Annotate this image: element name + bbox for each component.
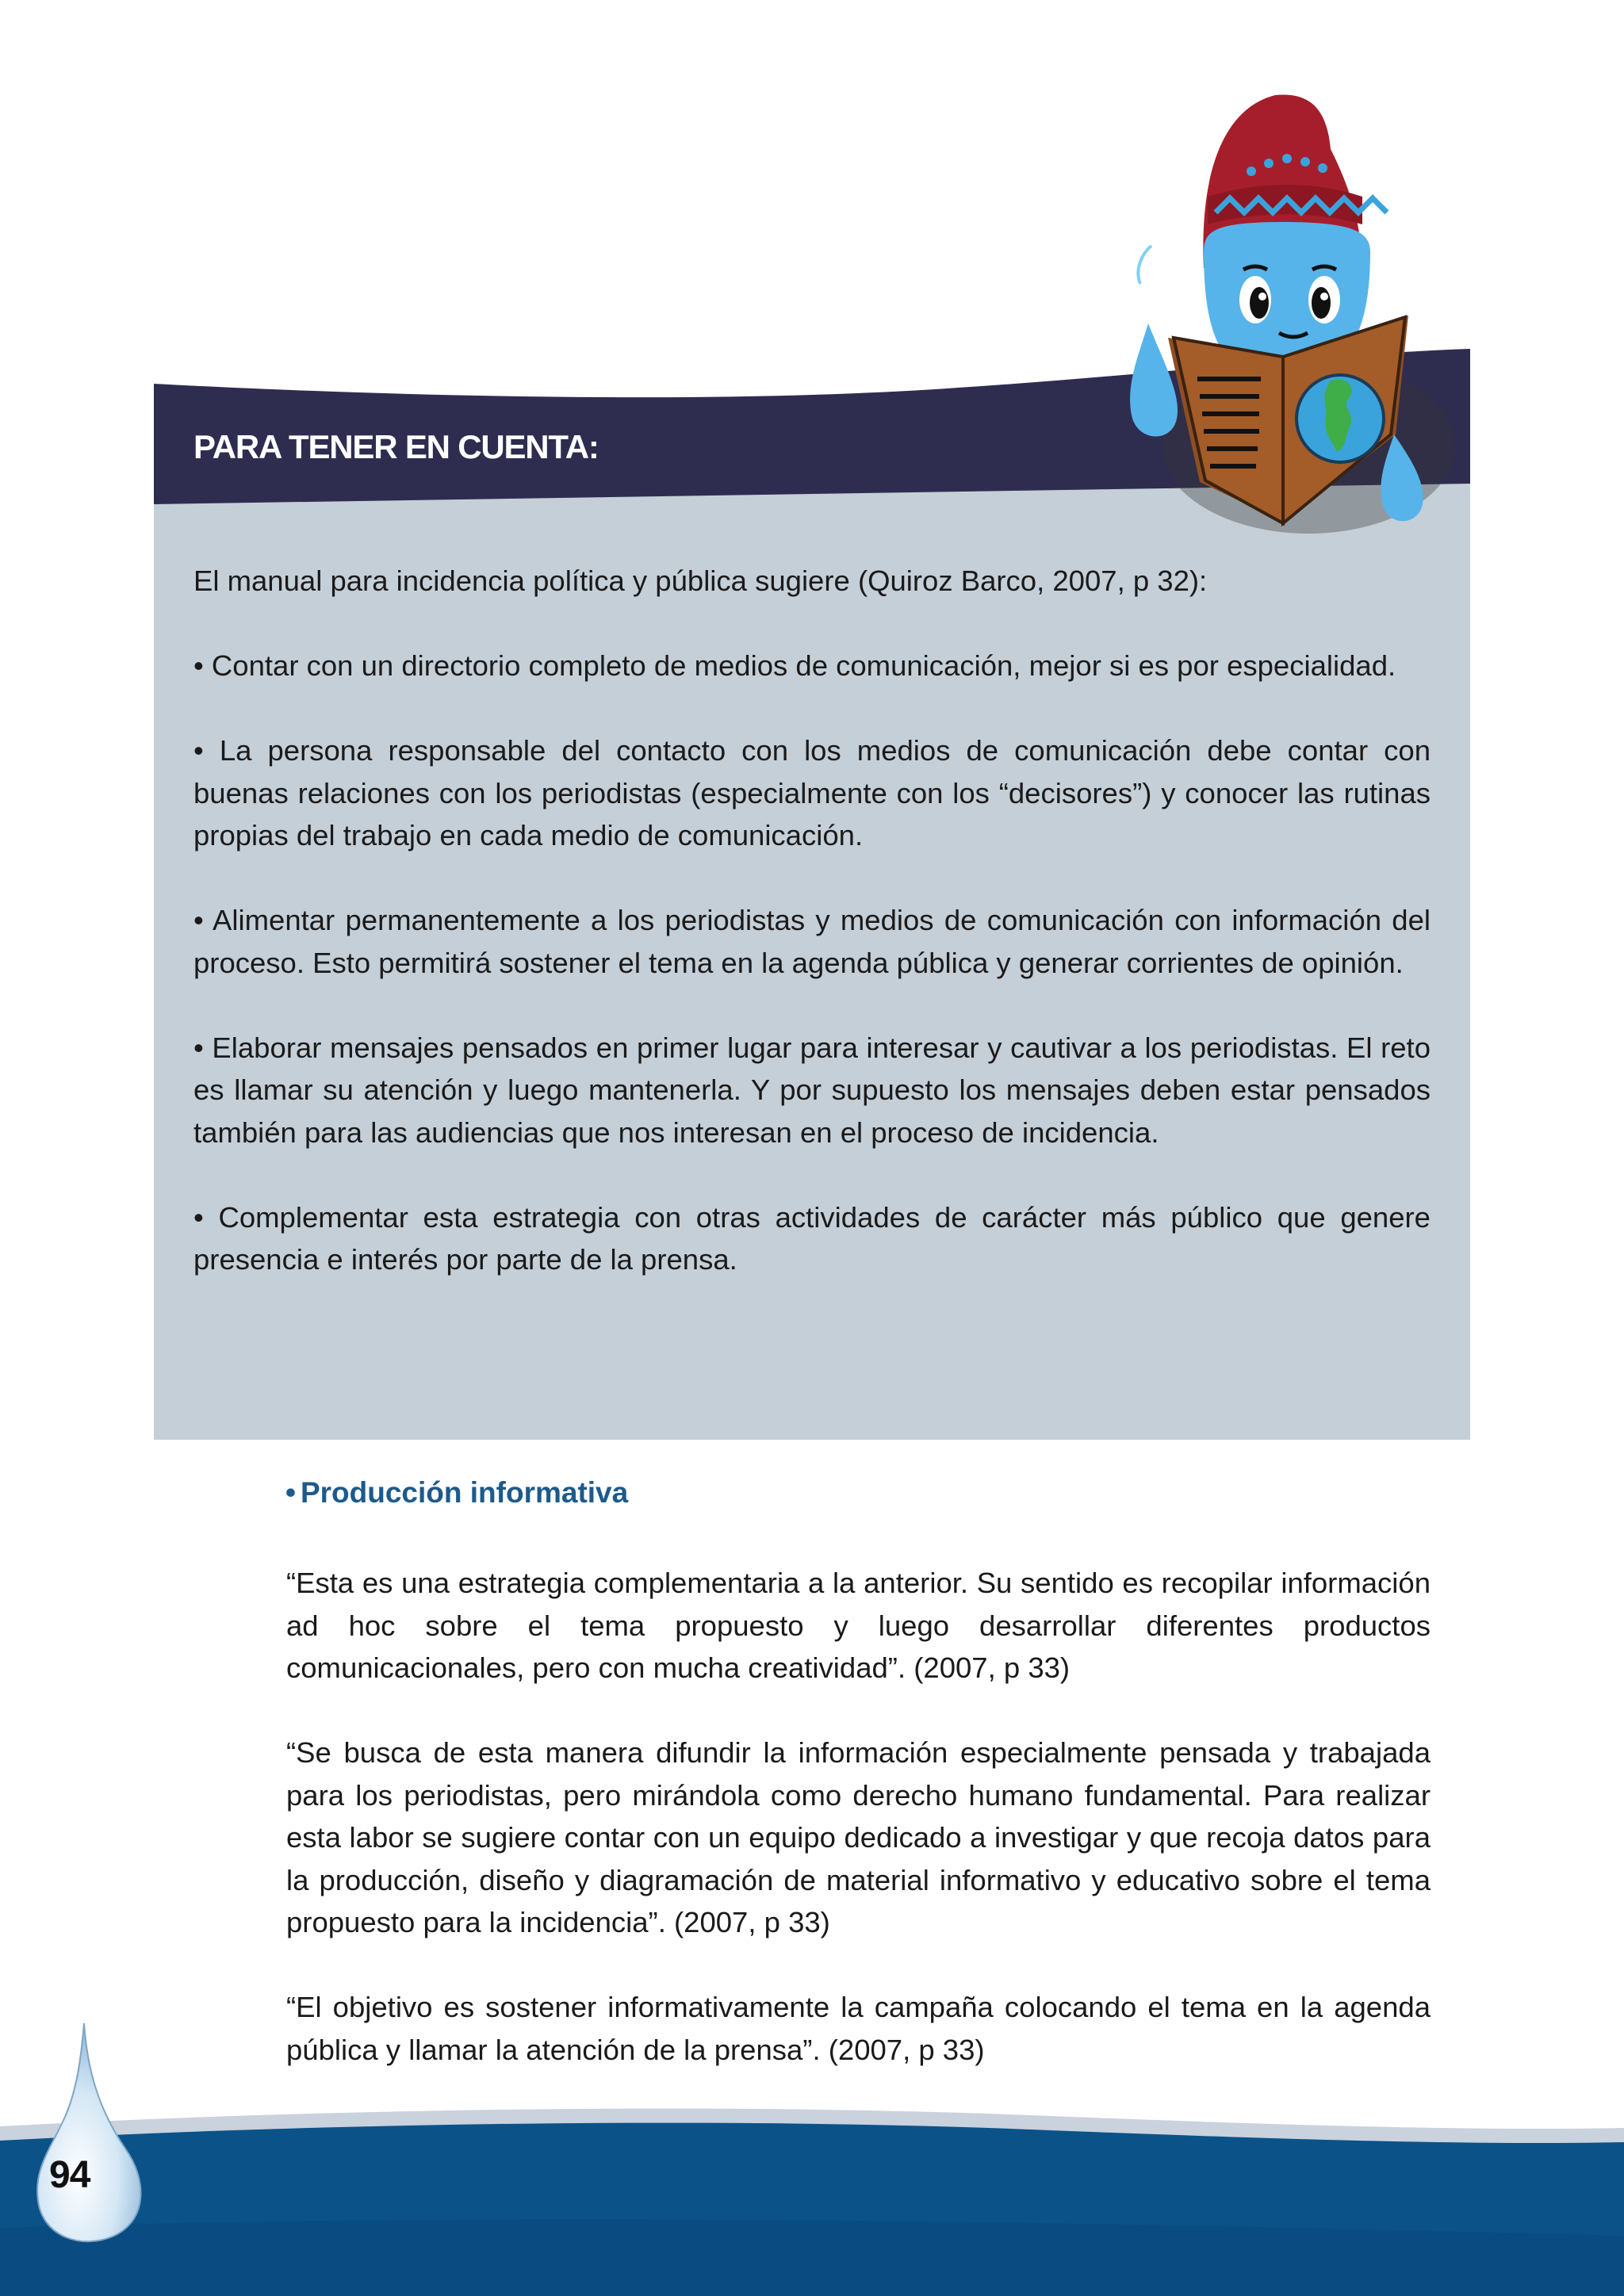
bullet-item: • Elaborar mensajes pensados en primer lugar para interesar y cautivar a los periodistas. El reto es llamar su atención y luego mantenerla. Y por supuesto los mensajes deben estar pensados también para las audiencias que nos interesan en el proceso de incidencia. [193,1031,1431,1149]
quote-paragraph: “Se busca de esta manera difundir la información especialmente pensada y trabajada para los periodistas, pero mirándola como derecho humano fundamental. Para realizar esta labor se sugiere contar con un equipo dedicado a investigar y que recoja datos para la producción, diseño y diagramación de material informativo y educativo sobre el tema propuesto para la incidencia”. (2007, p 33) [286,1736,1431,1938]
section-heading-bullet: • [285,1476,296,1509]
water-drop-icon [29,2022,155,2244]
quote-paragraph: “El objetivo es sostener informativamente la campaña colocando el tema en la agenda pública y llamar la atención de la prensa”. (2007, p 33) [286,1991,1431,2066]
bullet-item: • La persona responsable del contacto con los medios de comunicación debe contar con buenas relaciones con los periodistas (especialmente con los “decisores”) y conocer las rutinas propias del trabajo en cada medio de comunicación. [193,734,1431,851]
page-number: 94 [49,2154,90,2196]
quote-paragraph: “Esta es una estrategia complementaria a la anterior. Su sentido es recopilar información ad hoc sobre el tema propuesto y luego desarrollar diferentes productos comunicacionales, pero con mucha creatividad”. (2007, p 33) [286,1567,1431,1684]
section-content [286,1562,1431,2114]
section-heading [285,1476,628,1510]
info-box-intro: El manual para incidencia política y pública sugiere (Quiroz Barco, 2007, p 32): [193,564,1208,597]
bullet-item: • Alimentar permanentemente a los periodistas y medios de comunicación con información del proceso. Esto permitirá sostener el tema en la agenda pública y generar corrientes de opinión. [193,904,1431,979]
mascot-illustration [1124,86,1473,553]
section-heading-text: Producción informativa [300,1476,629,1509]
bullet-item: • Contar con un directorio completo de medios de comunicación, mejor si es por especialidad. [193,649,1396,682]
footer-wave [0,2093,1624,2296]
info-box-content [193,560,1431,1323]
info-box-title: PARA TENER EN CUENTA: [193,428,599,465]
bullet-item: • Complementar esta estrategia con otras actividades de carácter más público que genere presencia e interés por parte de la prensa. [193,1200,1431,1276]
